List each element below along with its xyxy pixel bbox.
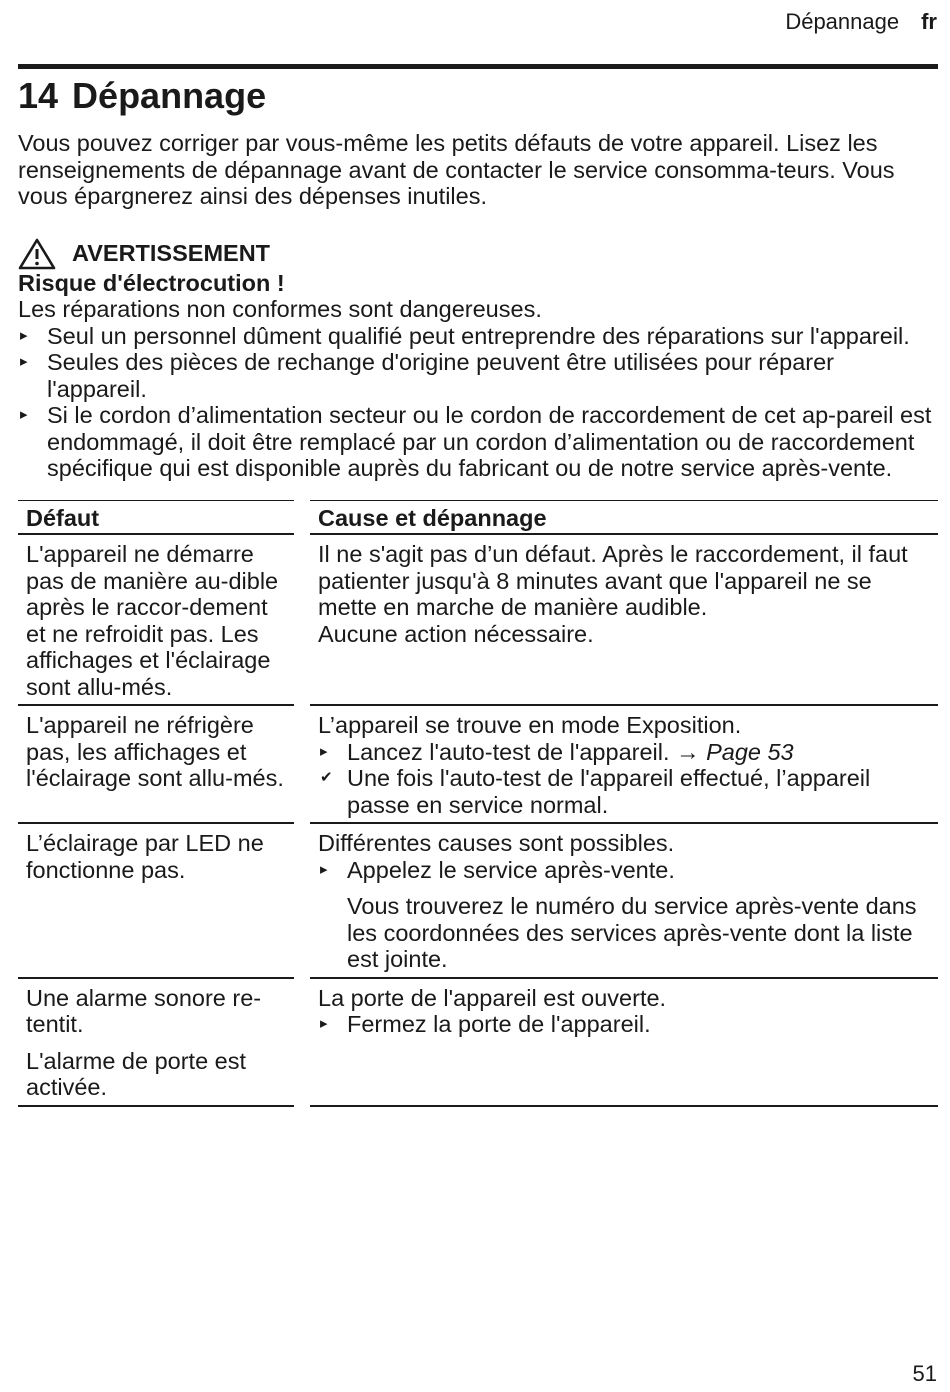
table-row xyxy=(18,823,938,978)
chapter-number: 14 xyxy=(18,75,59,116)
check-icon: ✔ xyxy=(320,769,333,786)
result-text: Une fois l'auto-test de l'appareil effectué, l’appareil passe en service normal. xyxy=(347,765,871,818)
header-language: fr xyxy=(921,9,937,34)
bullet-arrow-icon: ▸ xyxy=(320,860,328,878)
fault-cell xyxy=(18,978,302,1106)
list-item: ▸ Seul un personnel dûment qualifié peut entreprendre des réparations sur l'appareil. xyxy=(20,322,910,349)
fault-cell: L'appareil ne démarre pas de manière au-dible après le raccor-dement et ne refroidit pas. Les affichages et l'éclairage sont allu-més. xyxy=(18,534,302,705)
cause-text: L’appareil se trouve en mode Exposition. xyxy=(318,712,742,738)
bullet-arrow-icon: ▸ xyxy=(20,326,28,344)
fault-text: Une alarme sonore re-tentit. xyxy=(26,984,262,1037)
warning-text: Les réparations non conformes sont dangereuses. xyxy=(18,296,542,322)
list-item: ▸ Seules des pièces de rechange d'origine peuvent être utilisées pour réparer l'appareil. xyxy=(20,349,835,402)
list-item xyxy=(318,765,930,818)
warning-block xyxy=(18,238,938,482)
bullet-arrow-icon: ▸ xyxy=(20,406,28,423)
table-row xyxy=(18,978,938,1106)
step-text: Fermez la porte de l'appareil. xyxy=(347,1011,651,1037)
chapter-title: Dépannage xyxy=(72,75,267,116)
list-item xyxy=(318,739,930,766)
header-rule xyxy=(18,64,938,69)
page-content xyxy=(18,70,938,1107)
table-header-row xyxy=(18,500,938,534)
warning-list xyxy=(18,323,938,482)
column-header-fault: Défaut xyxy=(18,500,302,534)
warning-header xyxy=(18,238,938,270)
intro-paragraph: Vous pouvez corriger par vous-même les petits défauts de votre appareil. Lisez les renseignements de dépannage avant de contacter le service consomma-teurs. Vous vous épargnerez ainsi des dépenses inutiles. xyxy=(18,130,895,209)
page-reference-arrow-icon: → xyxy=(676,738,700,765)
cause-cell xyxy=(302,534,938,705)
list-item: ▸ Si le cordon d’alimentation secteur ou le cordon de raccordement de cet ap-pareil est endommagé, il doit être remplacé par un cordon d’alimentation ou de raccordement spécifique qui est disponible auprès du fabricant ou de notre service après-vente. xyxy=(20,402,932,481)
page-reference-link[interactable]: Page 53 xyxy=(706,738,794,765)
action-text: Aucune action nécessaire. xyxy=(318,620,594,647)
bullet-arrow-icon: ▸ xyxy=(320,1015,328,1032)
fault-text-secondary: L'alarme de porte est activée. xyxy=(26,1047,247,1100)
step-text: Appelez le service après-vente. xyxy=(347,856,675,883)
table-row xyxy=(18,705,938,823)
fault-cell: L’éclairage par LED ne fonctionne pas. xyxy=(18,823,302,978)
table-row xyxy=(18,534,938,705)
cause-cell xyxy=(302,705,938,823)
step-text: Lancez l'auto-test de l'appareil. xyxy=(347,738,670,765)
cause-cell xyxy=(302,978,938,1106)
page-title xyxy=(18,74,938,118)
cause-text: Différentes causes sont possibles. xyxy=(318,830,675,856)
fault-cell: L'appareil ne réfrigère pas, les affichages et l'éclairage sont allu-més. xyxy=(18,705,302,823)
note-text: Vous trouverez le numéro du service après-vente dans les coordonnées des services après-vente dont la liste est jointe. xyxy=(347,893,917,972)
cause-text: La porte de l'appareil est ouverte. xyxy=(318,984,667,1011)
list-item xyxy=(318,857,930,973)
running-header xyxy=(785,8,937,36)
page-number: 51 xyxy=(912,1361,937,1386)
bullet-arrow-icon: ▸ xyxy=(20,353,28,370)
cause-text: Il ne s'agit pas d’un défaut. Après le raccordement, il faut patienter jusqu'à 8 minutes avant que l'appareil ne se mette en marche de manière audible. xyxy=(318,541,908,620)
cause-cell xyxy=(302,823,938,978)
warning-label: AVERTISSEMENT xyxy=(72,240,271,267)
warning-heading: Risque d'électrocution ! xyxy=(18,269,285,296)
warning-triangle-icon xyxy=(18,238,56,270)
column-header-cause: Cause et dépannage xyxy=(302,500,938,534)
bullet-arrow-icon: ▸ xyxy=(320,742,328,760)
troubleshooting-table xyxy=(18,500,938,1107)
list-item xyxy=(318,1011,930,1038)
header-section: Dépannage xyxy=(785,9,900,34)
